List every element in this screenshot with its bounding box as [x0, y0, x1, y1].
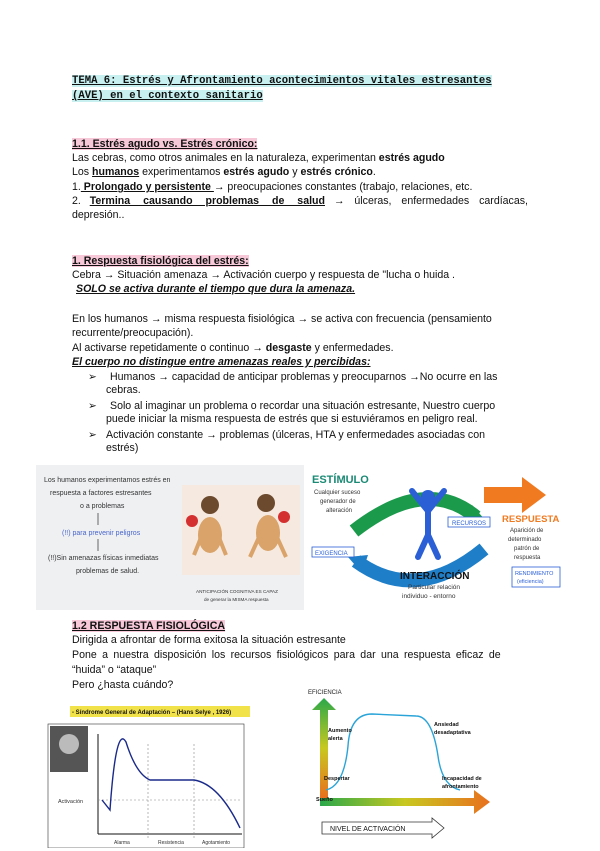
respuesta-desc-2: determinado [508, 537, 542, 543]
s3-line-3 [72, 664, 528, 677]
bullet-3-b: estrés) [106, 442, 139, 454]
selye-ylabel: Activación [58, 799, 84, 805]
s1-i1-rest: → preocupaciones constantes (trabajo, relaciones, etc. [213, 181, 473, 193]
s1-i1-bold: Prolongado y persistente [80, 181, 214, 193]
s2-l2: SOLO se activa durante el tiempo que dura la amenaza. [76, 283, 356, 295]
document-title [72, 74, 492, 104]
section-1-1-heading: 1.1. Estrés agudo vs. Estrés crónico: [72, 138, 258, 150]
selye-phase-1: Alarma [114, 840, 130, 846]
s1-l2g: . [372, 166, 376, 178]
s3-l2: Pone a nuestra disposición los recursos fisiológicos para dar una respuesta eficaz de [72, 649, 501, 661]
section-1-2-heading-line [72, 620, 528, 633]
s1-l2f: estrés crónico [300, 166, 373, 178]
s3-l3: “huida” o “ataque” [72, 664, 157, 676]
exigencia-label: EXIGENCIA [315, 551, 348, 557]
bullet-2 [88, 400, 528, 426]
figure-stress-model [36, 465, 564, 610]
bullet-1-b: cebras. [106, 384, 141, 396]
fig1-t3: o a problemas [80, 503, 125, 510]
activation-xlabel: NIVEL DE ACTIVACIÓN [330, 826, 406, 833]
estimulo-label: ESTÍMULO [312, 474, 369, 486]
fig1-t6: problemas de salud. [76, 568, 140, 575]
activation-point-5: Sueño [316, 797, 333, 803]
s1-i1-num: 1. [72, 181, 81, 193]
caveman-1-glove [186, 515, 198, 527]
activation-point-2b: desadaptativa [434, 730, 471, 736]
title-line-1: TEMA 6: Estrés y Afrontamiento acontecimientos vitales estresantes [72, 75, 492, 87]
s1-i2-num: 2. [72, 195, 81, 207]
fig1-caption-1: ANTICIPACIÓN COGNITIVA ES CAPAZ [196, 589, 278, 594]
s1-i2-cont: depresión.. [72, 209, 125, 221]
s2-p2a: Al activarse repetidamente o continuo → [72, 342, 266, 354]
bullet-marker: ➢ [88, 429, 97, 441]
interaccion-desc-1: Particular relación [408, 584, 461, 591]
fig1-t2: respuesta a factores estresantes [50, 490, 152, 497]
s1-item-1 [72, 181, 528, 194]
s3-line-1 [72, 634, 528, 647]
estimulo-desc-3: alteración [326, 508, 353, 514]
respuesta-label: RESPUESTA [502, 514, 560, 525]
s2-p1b [72, 327, 528, 340]
estimulo-desc-2: generador de [320, 499, 356, 505]
s1-i2-rest: → úlceras, enfermedades cardíacas, [333, 195, 528, 207]
s2-p1b-text: recurrente/preocupación). [72, 327, 194, 339]
s3-l4: Pero ¿hasta cuándo? [72, 679, 174, 691]
s2-p2 [72, 342, 528, 355]
bullet-1 [88, 371, 528, 397]
s2-p3-text: El cuerpo no distingue entre amenazas reales y percibidas: [72, 356, 371, 368]
s1-i2-bold: Termina causando problemas de salud [89, 195, 325, 207]
title-line-2: (AVE) en el contexto sanitario [72, 90, 263, 102]
figure-stress-svg [36, 465, 564, 610]
activation-point-4a: Incapacidad de [442, 776, 482, 782]
cavemen-illustration [182, 485, 300, 602]
s3-l1: Dirigida a afrontar de forma exitosa la situación estresante [72, 634, 346, 646]
s2-p2c: y enfermedades. [311, 342, 394, 354]
s1-l2b: humanos [92, 166, 140, 178]
s2-p2b: desgaste [265, 342, 312, 354]
s2-line-1 [72, 269, 528, 282]
activation-point-4b: afrontamiento [442, 784, 479, 790]
s3-line-2 [72, 649, 528, 662]
recursos-label: RECURSOS [452, 521, 487, 527]
respuesta-desc-1: Aparición de [510, 528, 544, 534]
section-1-heading-line [72, 255, 528, 268]
section-1-2-heading: 1.2 RESPUESTA FISIOLÓGICA [72, 620, 226, 632]
s1-l2a: Los [72, 166, 93, 178]
s1-l1b: estrés agudo [378, 152, 445, 164]
interaccion-label: INTERACCIÓN [400, 571, 470, 582]
section-1-heading: 1. Respuesta fisiológica del estrés: [72, 255, 249, 267]
caveman-2-head [257, 494, 275, 512]
s1-l2d: estrés agudo [223, 166, 290, 178]
selye-portrait-face [59, 734, 79, 754]
interaccion-desc-2: individuo - entorno [402, 593, 456, 600]
s1-line-1 [72, 152, 528, 165]
s1-l2e: y [289, 166, 301, 178]
bullet-2-b: puede iniciar la misma respuesta de estrés que si estuviéramos en peligro real. [106, 413, 478, 425]
s2-p1 [72, 313, 528, 326]
s2-line-2 [72, 283, 532, 296]
s1-l1a: Las cebras, como otros animales en la naturaleza, experimentan [72, 152, 379, 164]
figure-activation-curve [284, 686, 510, 846]
caveman-1-head [201, 496, 219, 514]
selye-title: - Síndrome General de Adaptación – (Hans Selye , 1926) [72, 710, 232, 716]
s1-item-2 [72, 195, 528, 208]
s1-line-2 [72, 166, 528, 179]
activation-ylabel: EFICIENCIA [308, 690, 342, 696]
activation-point-1a: Aumento [328, 728, 352, 734]
selye-phase-3: Agotamiento [202, 840, 231, 846]
bullet-marker: ➢ [88, 400, 97, 412]
bullet-3-a: Activación constante → problemas (úlceras, HTA y enfermedades asociadas con [106, 429, 486, 441]
fig1-caption-2: de generar la MISMA respuesta [204, 597, 269, 602]
caveman-2-glove [278, 511, 290, 523]
s1-l2c: experimentamos [139, 166, 224, 178]
fig1-t5: (!!)Sin amenazas físicas inmediatas [48, 555, 159, 562]
section-1-1-heading-line [72, 138, 528, 151]
fig1-t1: Los humanos experimentamos estrés en [44, 477, 171, 484]
selye-phase-2: Resistencia [158, 840, 184, 846]
activation-y-arrow [312, 698, 336, 798]
s2-p1-text: En los humanos → misma respuesta fisiológica → se activa con frecuencia (pensamiento [72, 313, 492, 325]
activation-point-3: Despertar [324, 776, 350, 782]
fig1-t4: (!!) para prevenir peligros [62, 530, 141, 537]
figure-selye [44, 704, 254, 848]
s2-l1: Cebra → Situación amenaza → Activación cuerpo y respuesta de "lucha o huida . [72, 269, 455, 281]
activation-svg [284, 686, 510, 846]
bullet-1-a: Humanos → capacidad de anticipar problemas y preocuparnos →No ocurre en las [110, 371, 498, 383]
caveman-2-body [256, 515, 280, 551]
selye-svg [44, 704, 254, 848]
activation-point-2a: Ansiedad [434, 722, 459, 728]
bullet-2-a: Solo al imaginar un problema o recordar una situación estresante, Nuestro cuerpo [110, 400, 496, 412]
bullet-marker: ➢ [88, 371, 97, 383]
respuesta-desc-4: respuesta [514, 555, 541, 561]
activation-point-1b: alerta [328, 736, 343, 742]
rendimiento-label-1: RENDIMIENTO [515, 571, 554, 577]
activation-x-arrow [320, 790, 490, 814]
bullet-3 [88, 429, 528, 455]
s2-p3 [72, 356, 528, 369]
rendimiento-label-2: (eficiencia) [517, 579, 544, 585]
s1-item-2-cont [72, 209, 528, 222]
respuesta-desc-3: patrón de [514, 546, 540, 552]
estimulo-desc-1: Cualquier suceso [314, 490, 361, 496]
